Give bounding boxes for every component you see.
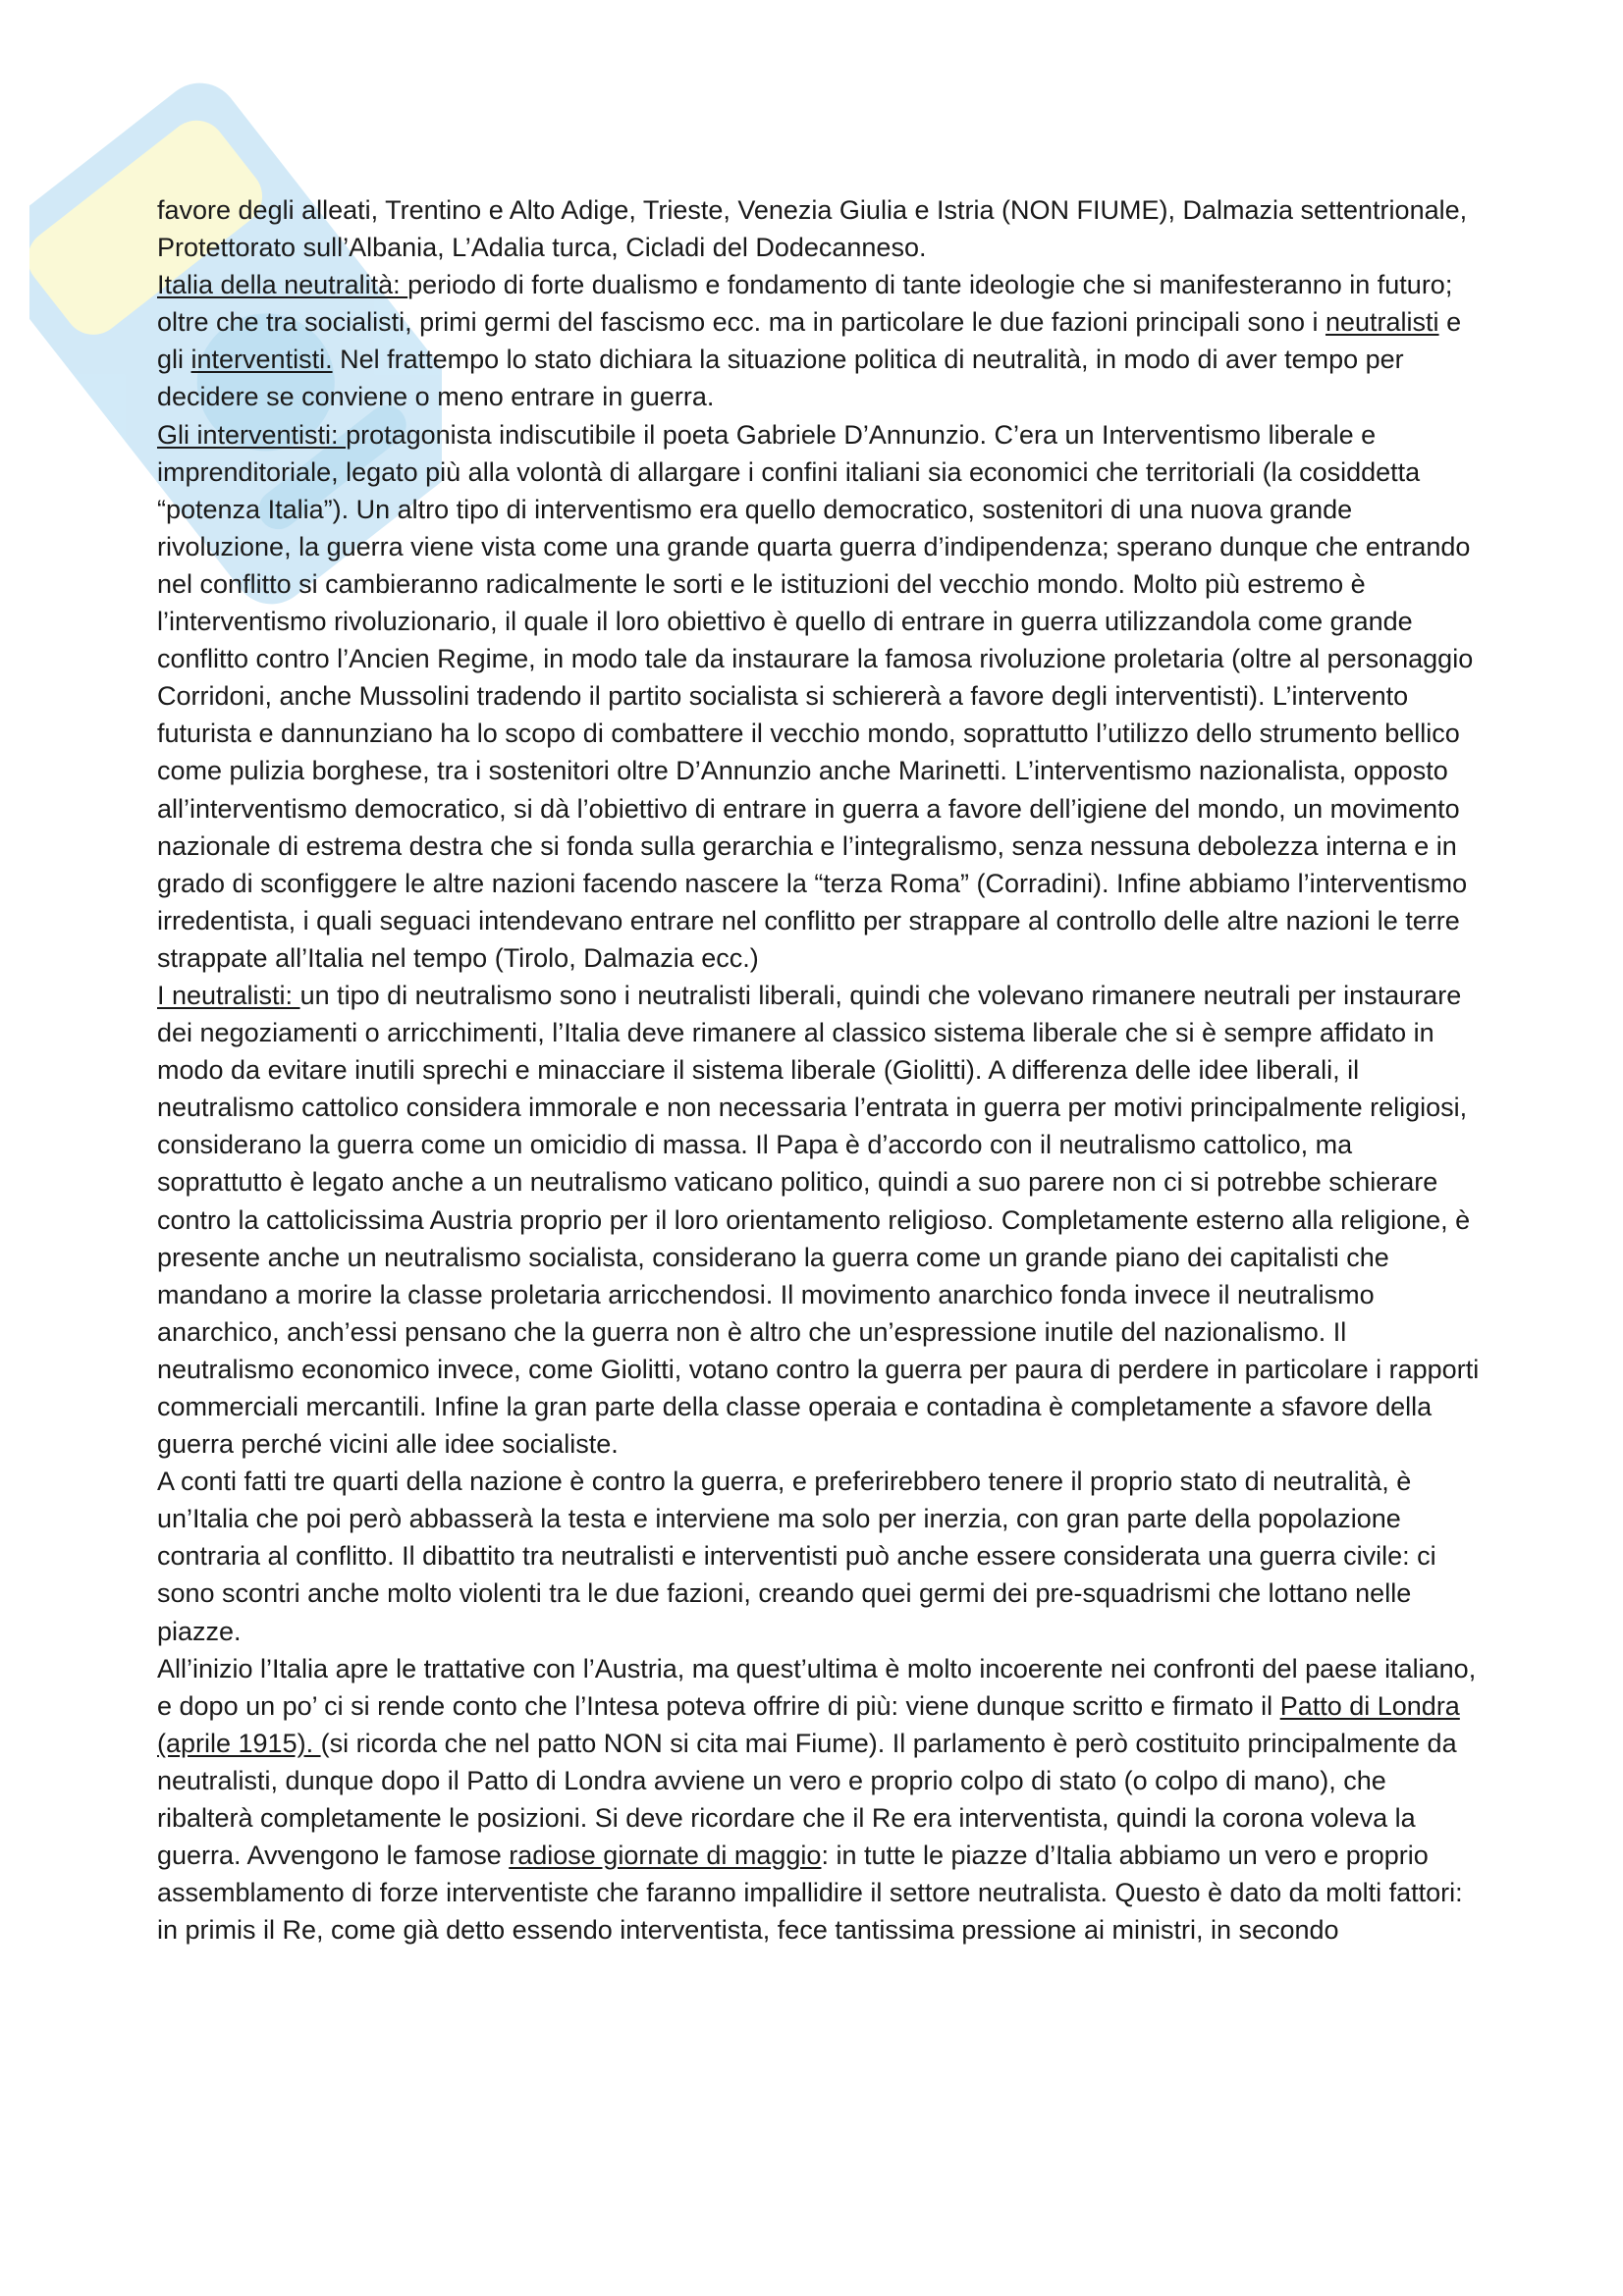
- text-segment: e gli: [157, 307, 1462, 375]
- text-segment: Nel frattempo lo stato dichiara la situazione politica di neutralità, in modo di aver tempo per decidere se conviene o meno entrare in guerra.: [157, 345, 1404, 412]
- underlined-text: Patto di Londra (aprile 1915).: [157, 1690, 1460, 1758]
- text-segment: (si ricorda che nel patto NON si cita mai Fiume). Il parlamento è però costituito principalmente da neutralisti, dunque dopo il Patto di Londra avviene un vero e proprio colpo di stato (o colpo di mano), che ribalterà completamente le posizioni. Si deve ricordare che il Re era interventista, quindi la corona voleva la guerra. Avvengono le famose: [157, 1728, 1457, 1871]
- paragraph: [157, 1463, 1483, 1649]
- text-segment: favore degli alleati, Trentino e Alto Adige, Trieste, Venezia Giulia e Istria (NON FIUME), Dalmazia settentrionale, Protettorato sull’Albania, L’Adalia turca, Cicladi del Dodecanneso.: [157, 195, 1468, 263]
- text-segment: A conti fatti tre quarti della nazione è contro la guerra, e preferirebbero tenere il proprio stato di neutralità, è un’Italia che poi però abbasserà la testa e interviene ma solo per inerzia, con gran parte della popolazione contraria al conflitto. Il dibattito tra neutralisti e interventisti può anche essere considerata una guerra civile: ci sono scontri anche molto violenti tra le due fazioni, creando quei germi dei pre-squadrismi che lottano nelle piazze.: [157, 1467, 1436, 1646]
- underlined-text: I neutralisti:: [157, 980, 300, 1010]
- paragraph: [157, 1650, 1483, 1949]
- text-segment: All’inizio l’Italia apre le trattative con l’Austria, ma quest’ultima è molto incoerente nei confronti del paese italiano, e dopo un po’ ci si rende conto che l’Intesa poteva offrire di più: viene dunque scritto e firmato il: [157, 1653, 1477, 1721]
- document-body: [157, 191, 1483, 1949]
- text-segment: : in tutte le piazze d’Italia abbiamo un vero e proprio assemblamento di forze interventiste che faranno impallidire il settore neutralista. Questo è dato da molti fattori: in primis il Re, come già detto essendo interventista, fece tantissima pressione ai ministri, in secondo: [157, 1841, 1463, 1946]
- text-segment: protagonista indiscutibile il poeta Gabriele D’Annunzio. C’era un Interventismo liberale e imprenditoriale, legato più alla volontà di allargare i confini italiani sia economici che territoriali (la cosiddetta “potenza Italia”). Un altro tipo di interventismo era quello democratico, sostenitori di una nuova grande rivoluzione, la guerra viene vista come una grande quarta guerra d’indipendenza; sperano dunque che entrando nel conflitto si cambieranno radicalmente le sorti e le istituzioni del vecchio mondo. Molto più estremo è l’interventismo rivoluzionario, il quale il loro obiettivo è quello di entrare in guerra utilizzandola come grande conflitto contro l’Ancien Regime, in modo tale da instaurare la famosa rivoluzione proletaria (oltre al personaggio Corridoni, anche Mussolini tradendo il partito socialista si schiererà a favore degli interventisti). L’intervento futurista e dannunziano ha lo scopo di combattere il vecchio mondo, soprattutto l’utilizzo dello strumento bellico come pulizia borghese, tra i sostenitori oltre D’Annunzio anche Marinetti. L’interventismo nazionalista, opposto all’interventismo democratico, si dà l’obiettivo di entrare in guerra a favore dell’igiene del mondo, un movimento nazionale di estrema destra che si fonda sulla gerarchia e l’integralismo, senza nessuna debolezza interna e in grado di sconfiggere le altre nazioni facendo nascere la “terza Roma” (Corradini). Infine abbiamo l’interventismo irredentista, i quali seguaci intendevano entrare nel conflitto per strappare al controllo delle altre nazioni le terre strappate all’Italia nel tempo (Tirolo, Dalmazia ecc.): [157, 419, 1474, 973]
- underlined-text: radiose giornate di maggio: [509, 1841, 822, 1871]
- paragraph: [157, 416, 1483, 977]
- paragraph: [157, 977, 1483, 1463]
- underlined-text: Gli interventisti:: [157, 419, 347, 450]
- paragraph: [157, 191, 1483, 266]
- text-segment: periodo di forte dualismo e fondamento di tante ideologie che si manifesteranno in futuro; oltre che tra socialisti, primi germi del fascismo ecc. ma in particolare le due fazioni principali sono i: [157, 270, 1453, 338]
- underlined-text: neutralisti: [1325, 307, 1439, 338]
- underlined-text: Italia della neutralità:: [157, 270, 408, 300]
- underlined-text: interventisti.: [190, 345, 333, 375]
- paragraph: [157, 266, 1483, 415]
- text-segment: un tipo di neutralismo sono i neutralisti liberali, quindi che volevano rimanere neutrali per instaurare dei negoziamenti o arricchimenti, l’Italia deve rimanere al classico sistema liberale che si è sempre affidato in modo da evitare inutili sprechi e minacciare il sistema liberale (Giolitti). A differenza delle idee liberali, il neutralismo cattolico considera immorale e non necessaria l’entrata in guerra per motivi principalmente religiosi, considerano la guerra come un omicidio di massa. Il Papa è d’accordo con il neutralismo cattolico, ma soprattutto è legato anche a un neutralismo vaticano politico, quindi a suo parere non ci si potrebbe schierare contro la cattolicissima Austria proprio per il loro orientamento religioso. Completamente esterno alla religione, è presente anche un neutralismo socialista, considerano la guerra come un grande piano dei capitalisti che mandano a morire la classe proletaria arricchendosi. Il movimento anarchico fonda invece il neutralismo anarchico, anch’essi pensano che la guerra non è altro che un’espressione inutile del nazionalismo. Il neutralismo economico invece, come Giolitti, votano contro la guerra per paura di perdere in particolare i rapporti commerciali mercantili. Infine la gran parte della classe operaia e contadina è completamente a sfavore della guerra perché vicini alle idee socialiste.: [157, 980, 1480, 1460]
